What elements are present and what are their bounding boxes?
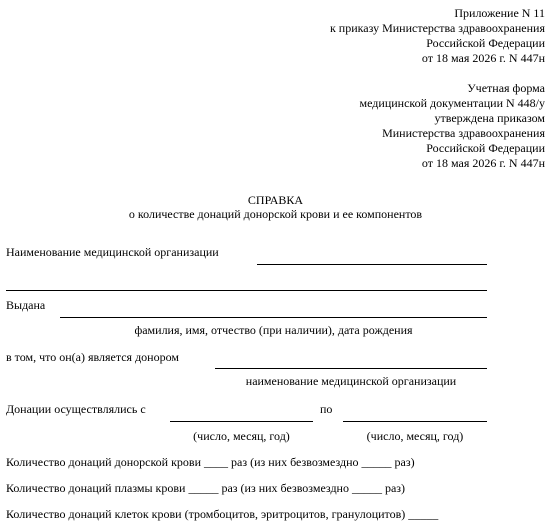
document-subtitle: о количестве донаций донорской крови и ее компонентов: [128, 207, 423, 221]
form-note-approved: утверждена приказом: [434, 111, 545, 125]
appendix-country: Российской Федерации: [426, 36, 545, 50]
donor-input-line[interactable]: [215, 368, 487, 369]
date-to-input-line[interactable]: [343, 421, 487, 422]
appendix-date: от 18 мая 2026 г. N 447н: [421, 51, 545, 65]
blood-donations-count: Количество донаций донорской крови ____ раз (из них безвозмездно _____ раз): [6, 455, 415, 469]
plasma-donations-count: Количество донаций плазмы крови _____ раз (из них безвозмездно _____ раз): [6, 481, 406, 495]
org-label: Наименование медицинской организации: [6, 245, 219, 259]
form-note-country: Российской Федерации: [426, 141, 545, 155]
issued-label: Выдана: [6, 298, 46, 312]
form-note-ministry: Министерства здравоохранения: [382, 126, 545, 140]
appendix-order-ref: к приказу Министерства здравоохранения: [329, 21, 545, 35]
donations-label: Донации осуществлялись с: [6, 402, 146, 416]
form-note-number: медицинской документации N 448/у: [359, 96, 545, 110]
date-to-hint: (число, месяц, год): [366, 429, 464, 443]
donor-hint: наименование медицинской организации: [245, 374, 457, 388]
cells-donations-count: Количество донаций клеток крови (тромбоцитов, эритроцитов, гранулоцитов) _____: [6, 507, 439, 521]
issued-hint: фамилия, имя, отчество (при наличии), дата рождения: [134, 323, 413, 337]
issued-input-line[interactable]: [60, 317, 487, 318]
donations-to-label: по: [320, 402, 333, 416]
form-note-date: от 18 мая 2026 г. N 447н: [421, 156, 545, 170]
org-input-line[interactable]: [257, 264, 487, 265]
date-from-input-line[interactable]: [170, 421, 313, 422]
date-from-hint: (число, месяц, год): [193, 429, 290, 443]
appendix-number: Приложение N 11: [454, 6, 545, 20]
donor-label: в том, что он(а) является донором: [6, 350, 179, 364]
form-note-title: Учетная форма: [467, 81, 545, 95]
org-input-line-2[interactable]: [6, 290, 487, 291]
document-title: СПРАВКА: [247, 193, 304, 207]
